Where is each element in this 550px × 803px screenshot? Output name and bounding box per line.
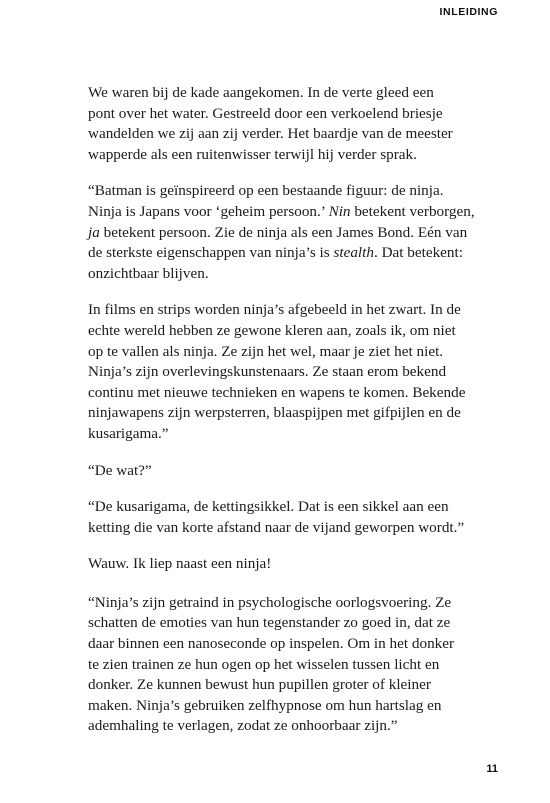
text-line: op te vallen als ninja. Ze zijn het wel, maar je ziet het niet.	[88, 342, 444, 360]
text-line	[88, 243, 518, 264]
paragraph	[88, 461, 518, 482]
text-line: donker. Ze kunnen bewust hun pupillen groter of kleiner	[88, 676, 431, 694]
text-run: Ninja is Japans voor ‘geheim persoon.’	[88, 202, 329, 220]
text-line: kusarigama.”	[88, 424, 169, 442]
paragraph	[88, 593, 518, 737]
text-line: “Ninja’s zijn getraind in psychologische oorlogsvoering. Ze	[88, 593, 452, 611]
text-run: betekent verborgen,	[350, 202, 475, 220]
paragraph	[88, 497, 518, 538]
text-line: Wauw. Ik liep naast een ninja!	[88, 555, 272, 573]
text-line: In films en strips worden ninja’s afgebeeld in het zwart. In de	[88, 301, 461, 319]
italic-word: Nin	[328, 202, 351, 220]
text-line	[88, 202, 518, 223]
text-line: ketting die van korte afstand naar de vijand geworpen wordt.”	[88, 518, 465, 536]
text-line	[88, 223, 518, 244]
text-line: Ninja’s zijn overlevingskunstenaars. Ze staan erom bekend	[88, 363, 447, 381]
text-run: betekent persoon. Zie de ninja als een James Bond. Eén van	[99, 223, 468, 241]
text-line: wapperde als een ruitenwisser terwijl hij verder sprak.	[88, 145, 417, 163]
text-line: wandelden we zij aan zij verder. Het baardje van de meester	[88, 125, 453, 143]
text-line: schatten de emoties van hun tegenstander zo goed in, dat ze	[88, 614, 451, 632]
paragraph	[88, 554, 518, 575]
paragraph	[88, 181, 518, 284]
text-line: “De kusarigama, de kettingsikkel. Dat is een sikkel aan een	[88, 498, 449, 516]
text-line: ninjawapens zijn werpsterren, blaaspijpen met gifpijlen en de	[88, 404, 461, 422]
text-line: onzichtbaar blijven.	[88, 264, 209, 282]
text-line: “Batman is geïnspireerd op een bestaande figuur: de ninja.	[88, 182, 444, 200]
paragraph	[88, 83, 518, 165]
italic-word: ja	[88, 223, 100, 241]
text-line: te zien trainen ze hun ogen op het wisselen tussen licht en	[88, 655, 440, 673]
paragraph	[88, 300, 518, 444]
text-line: “De wat?”	[88, 461, 152, 479]
body-text	[88, 83, 518, 753]
section-header: INLEIDING	[439, 6, 498, 18]
page-number: 11	[486, 763, 498, 775]
text-line: We waren bij de kade aangekomen. In de verte gleed een	[88, 84, 434, 101]
text-run: de sterkste eigenschappen van ninja’s is	[88, 244, 334, 262]
text-run: . Dat betekent:	[373, 244, 463, 262]
text-line: maken. Ninja’s gebruiken zelfhypnose om hun hartslag en	[88, 696, 442, 714]
text-line: daar binnen een nanoseconde op inspelen. Om in het donker	[88, 635, 455, 653]
italic-word: stealth	[333, 244, 374, 262]
text-line: pont over het water. Gestreeld door een verkoelend briesje	[88, 104, 443, 122]
text-line: continu met nieuwe technieken en wapens te komen. Bekende	[88, 383, 466, 401]
text-line: ademhaling te verlagen, zodat ze onhoorbaar zijn.”	[88, 717, 398, 735]
text-line: echte wereld hebben ze gewone kleren aan, zoals ik, om niet	[88, 321, 456, 339]
